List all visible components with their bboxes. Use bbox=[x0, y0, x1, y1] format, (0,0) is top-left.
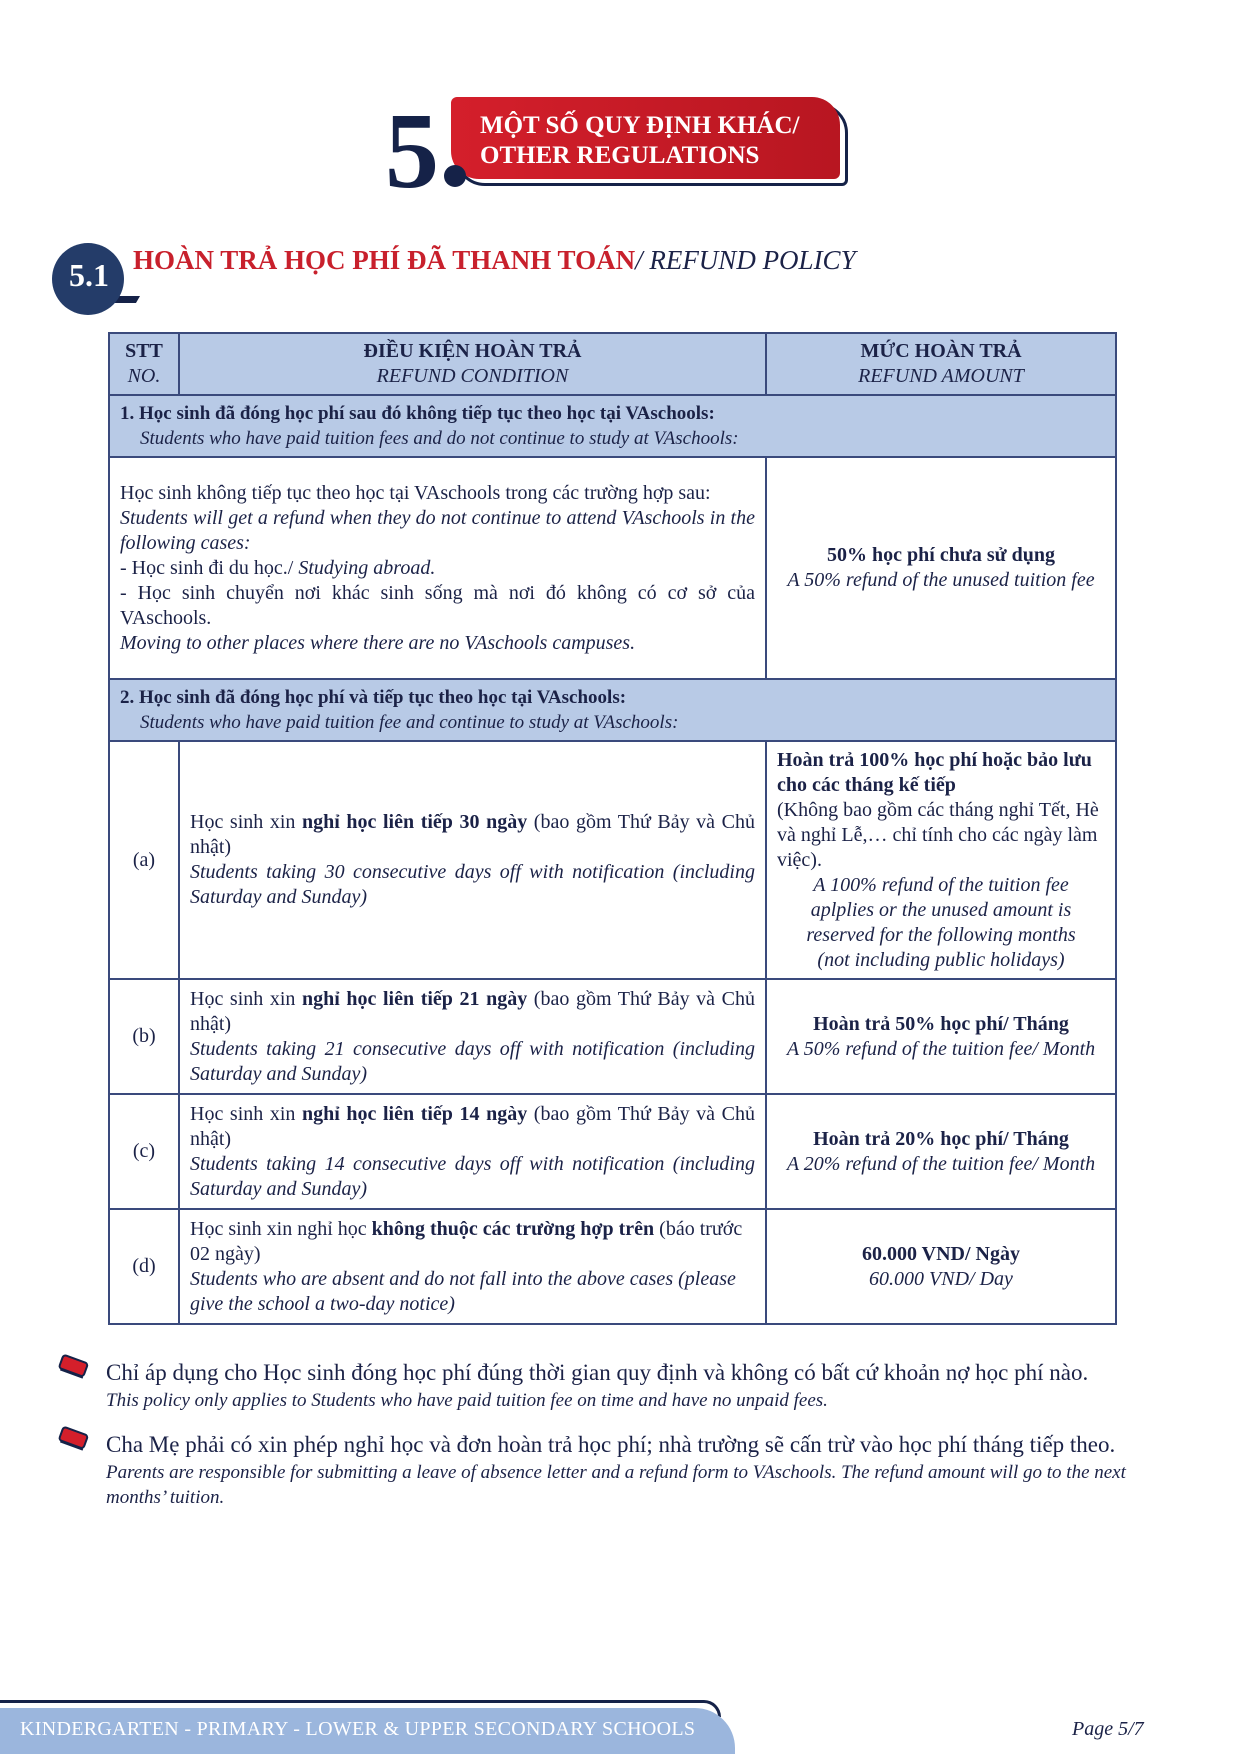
table-row bbox=[109, 979, 1116, 1094]
group-1-content-row bbox=[109, 457, 1116, 679]
row-amount: 60.000 VND/ Ngày 60.000 VND/ Day bbox=[766, 1209, 1116, 1324]
row-label: (b) bbox=[109, 979, 179, 1094]
section-number-dot bbox=[444, 165, 466, 187]
group-2-title: 2. Học sinh đã đóng học phí và tiếp tục theo học tại VAschools: Students who have paid tuition fee and continue to study at VAschools: bbox=[109, 679, 1116, 741]
row-condition: Học sinh xin nghỉ học liên tiếp 21 ngày (bao gồm Thứ Bảy và Chủ nhật) Students taking 21 consecutive days off with notification (including Saturday and Sunday) bbox=[179, 979, 766, 1094]
group-2-row bbox=[109, 679, 1116, 741]
note-bullet-icon bbox=[56, 1354, 92, 1385]
note-1-vi: Chỉ áp dụng cho Học sinh đóng học phí đúng thời gian quy định và không có bất cứ khoản nợ học phí nào. bbox=[106, 1360, 1089, 1385]
row-label: (d) bbox=[109, 1209, 179, 1324]
note-1-en: This policy only applies to Students who have paid tuition fee on time and have no unpaid fees. bbox=[106, 1390, 828, 1411]
refund-table bbox=[108, 332, 1117, 1325]
row-amount: Hoàn trả 20% học phí/ Tháng A 20% refund of the tuition fee/ Month bbox=[766, 1094, 1116, 1209]
section-title-vi: MỘT SỐ QUY ĐỊNH KHÁC/ bbox=[480, 112, 800, 139]
table-row bbox=[109, 1094, 1116, 1209]
table-header-row bbox=[109, 333, 1116, 395]
note-2-en: Parents are responsible for submitting a leave of absence letter and a refund form to VAschools. The refund amount will go to the next months’ tuition. bbox=[106, 1462, 1126, 1508]
table-row bbox=[109, 1209, 1116, 1324]
section-number: 5 bbox=[385, 92, 437, 211]
group-1-amount: 50% học phí chưa sử dụng A 50% refund of the unused tuition fee bbox=[766, 457, 1116, 679]
subsection-title-vi: HOÀN TRẢ HỌC PHÍ ĐÃ THANH TOÁN bbox=[133, 245, 636, 275]
group-1-condition: Học sinh không tiếp tục theo học tại VAschools trong các trường hợp sau: Students will get a refund when they do not continue to attend VAschools in the following cases: - Học sinh đi du học./ Studying abroad. - Học sinh chuyển nơi khác sinh sống mà nơi đó không có cơ sở của VAschools. Moving to other places where there are no VAschools campuses. bbox=[109, 457, 766, 679]
subsection-title bbox=[133, 245, 856, 276]
row-condition: Học sinh xin nghỉ học liên tiếp 14 ngày (bao gồm Thứ Bảy và Chủ nhật) Students taking 14 consecutive days off with notification (including Saturday and Sunday) bbox=[179, 1094, 766, 1209]
header-condition: ĐIỀU KIỆN HOÀN TRẢ REFUND CONDITION bbox=[179, 333, 766, 395]
subsection-title-en: / REFUND POLICY bbox=[635, 245, 856, 275]
row-condition: Học sinh xin nghỉ học liên tiếp 30 ngày (bao gồm Thứ Bảy và Chủ nhật) Students taking 30 consecutive days off with notification (including Saturday and Sunday) bbox=[179, 741, 766, 979]
row-amount: Hoàn trả 100% học phí hoặc bảo lưu cho các tháng kế tiếp (Không bao gồm các tháng nghỉ Tết, Hè và nghỉ Lễ,… chỉ tính cho các ngày làm việc). A 100% refund of the tuition fee aplplies or the unused amount is reserved for the following months (not including public holidays) bbox=[766, 741, 1116, 979]
subsection-number: 5.1 bbox=[69, 257, 109, 293]
group-1-title: 1. Học sinh đã đóng học phí sau đó không tiếp tục theo học tại VAschools: Students who have paid tuition fees and do not continue to study at VAschools: bbox=[109, 395, 1116, 457]
row-amount: Hoàn trả 50% học phí/ Tháng A 50% refund of the tuition fee/ Month bbox=[766, 979, 1116, 1094]
footer-text: KINDERGARTEN - PRIMARY - LOWER & UPPER SECONDARY SCHOOLS bbox=[20, 1718, 696, 1740]
note-2-vi: Cha Mẹ phải có xin phép nghỉ học và đơn hoàn trả học phí; nhà trường sẽ cấn trừ vào học phí tháng tiếp theo. bbox=[106, 1432, 1116, 1457]
header-no: STT NO. bbox=[109, 333, 179, 395]
row-label: (c) bbox=[109, 1094, 179, 1209]
row-condition: Học sinh xin nghỉ học không thuộc các trường hợp trên (báo trước 02 ngày) Students who are absent and do not fall into the above cases (please give the school a two-day notice) bbox=[179, 1209, 766, 1324]
section-title-en: OTHER REGULATIONS bbox=[480, 142, 760, 169]
group-1-row bbox=[109, 395, 1116, 457]
note-bullet-icon bbox=[56, 1426, 92, 1457]
header-amount: MỨC HOÀN TRẢ REFUND AMOUNT bbox=[766, 333, 1116, 395]
page-number: Page 5/7 bbox=[1072, 1718, 1144, 1740]
table-row bbox=[109, 741, 1116, 979]
row-label: (a) bbox=[109, 741, 179, 979]
